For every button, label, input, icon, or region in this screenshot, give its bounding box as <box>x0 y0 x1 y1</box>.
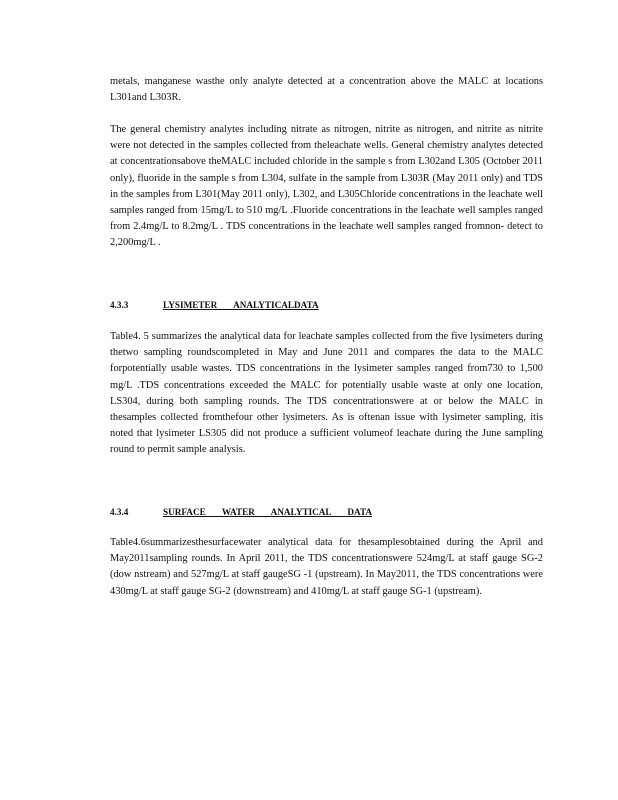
section-heading-surface-water <box>110 505 543 519</box>
section-title: LYSIMETER ANALYTICALDATA <box>163 300 319 310</box>
section-title: SURFACE WATER ANALYTICAL DATA <box>163 507 373 517</box>
section-number: 4.3.3 <box>110 300 129 310</box>
section-heading-lysimeter <box>110 298 543 312</box>
paragraph-surface-water-data: Table4.6summarizesthesurfacewater analytical data for thesamplesobtained during the April and May2011sampling rounds. In April 2011, the TDS concentrationswere 524mg/L at staff gauge SG-2 (dow nstream) and 527mg/L at staff gaugeSG -1 (upstream). In May2011, the TDS concentrations were 430mg/L at staff gauge SG-2 (downstream) and 410mg/L at staff gauge SG-1 (upstream). <box>110 537 543 597</box>
paragraph-lysimeter-data: Table4. 5 summarizes the analytical data for leachate samples collected from the five lysimeters during thetwo sampling roundscompleted in May and June 2011 and compares the data to the MALC forpotentially usable wastes. TDS concentrations in the lysimeter samples ranged from730 to 1,500 mg/L .TDS concentrations exceeded the MALC for potentially usable waste at only one location, LS304, during both sampling rounds. The TDS concentrationswere at or below the MALC in thesamples collected fromthefour other lysimeters. As is oftenan issue with lysimeter sampling, itis noted that lysimeter LS305 did not produce a sufficient volumeof leachate during the June sampling round to permit sample analysis. <box>110 331 543 456</box>
paragraph-general-chemistry: The general chemistry analytes including nitrate as nitrogen, nitrite as nitrogen, and nitrite as nitrite were not detected in the samples collected from theleachate wells. General chemistry analytes detected at concentrationsabove theMALC included chloride in the sample s from L302and L305 (October 2011 only), fluoride in the sample s from L304, sulfate in the sample from L303R (May 2011 only) and TDS in the samples from L301(May 2011 only), L302, and L305Chloride concentrations in the leachate well samples ranged from 15mg/L to 510 mg/L .Fluoride concentrations in the leachate well samples ranged from 2.4mg/L to 8.2mg/L . TDS concentrations in the leachate well samples ranged fromnon- detect to 2,200mg/L . <box>110 124 543 249</box>
paragraph-malc-manganese: metals, manganese wasthe only analyte detected at a concentration above the MALC at locations L301and L303R. <box>110 76 543 104</box>
section-number: 4.3.4 <box>110 507 129 517</box>
